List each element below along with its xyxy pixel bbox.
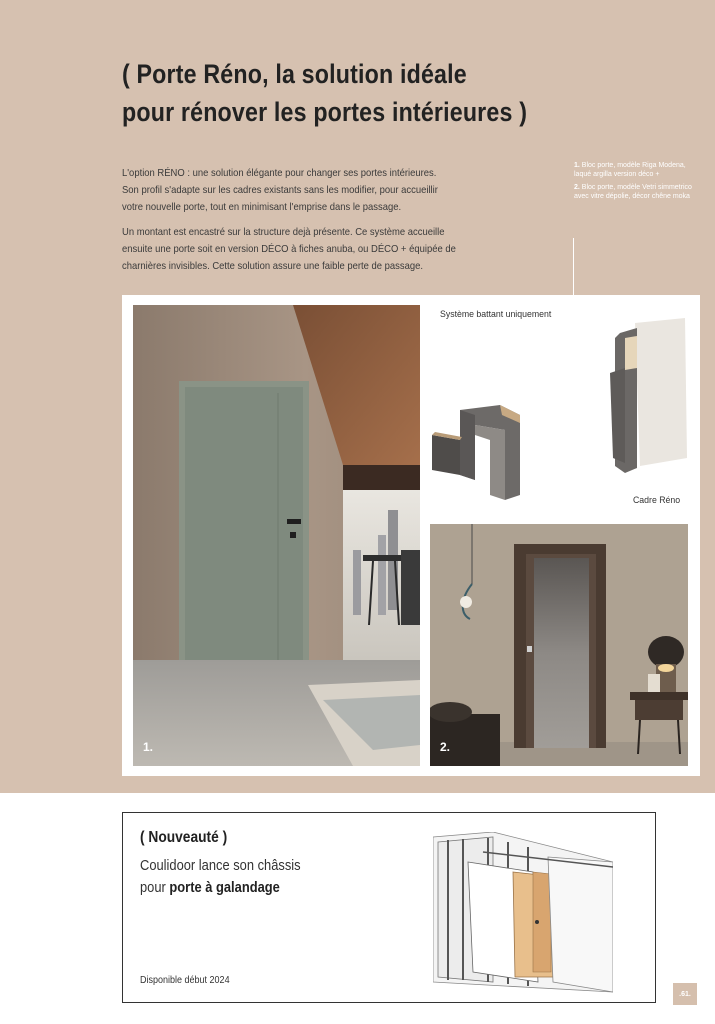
photo-2-number: 2. xyxy=(440,740,451,754)
nouveaute-line-2-prefix: pour xyxy=(140,879,170,896)
caption-1 xyxy=(574,161,704,179)
nouveaute-line-1: Coulidoor lance son châssis xyxy=(140,857,301,874)
title-line-2: pour rénover les portes intérieures ) xyxy=(122,97,528,127)
photo-captions xyxy=(574,161,704,205)
availability-text: Disponible début 2024 xyxy=(140,975,230,986)
intro-line: ensuite une porte soit en version DÉCO à fiches anuba, ou DÉCO + équipée de xyxy=(122,243,456,255)
title-line-1: ( Porte Réno, la solution idéale xyxy=(122,59,467,89)
intro-text xyxy=(122,165,464,283)
intro-paragraph-2 xyxy=(122,224,500,275)
galandage-diagram xyxy=(433,832,613,997)
frosted-door-room-image xyxy=(430,524,688,766)
caption-2 xyxy=(574,183,704,201)
nouveaute-title: ( Nouveauté ) xyxy=(140,829,228,846)
intro-line: votre nouvelle porte, tout en minimisant l'emprise dans le passage. xyxy=(122,201,402,213)
caption-2-text: Bloc porte, modèle Vetri simmetrico avec vitre dépolie, décor chêne moka xyxy=(574,184,692,200)
intro-line: L'option RÉNO : une solution élégante pour changer ses portes intérieures. xyxy=(122,167,437,179)
photo-frosted-door-room xyxy=(430,524,688,766)
caption-leader-line xyxy=(573,238,574,295)
frame-vertical-illustration xyxy=(605,318,690,473)
caption-1-text: Bloc porte, modèle Riga Modena, laqué argilla version déco + xyxy=(574,162,686,178)
intro-paragraph-1 xyxy=(122,165,500,216)
page-number: .61. xyxy=(673,983,697,1005)
frame-profile-vertical-image xyxy=(605,318,690,473)
caption-1-number: 1. xyxy=(574,162,580,169)
page-title xyxy=(122,55,526,131)
frame-profile-corner-image xyxy=(430,395,540,505)
photo-1-number: 1. xyxy=(143,740,154,754)
intro-line: charnières invisibles. Cette solution assure une faible perte de passage. xyxy=(122,260,424,272)
frame-corner-illustration xyxy=(430,395,540,505)
green-door-room-image xyxy=(133,305,420,766)
intro-line: Un montant est encastré sur la structure dejà présente. Ce système accueille xyxy=(122,226,445,238)
photo-green-door-room xyxy=(133,305,420,766)
nouveaute-text xyxy=(140,855,364,899)
galandage-frame-illustration xyxy=(433,832,613,997)
nouveaute-line-2-bold: porte à galandage xyxy=(169,879,280,896)
caption-2-number: 2. xyxy=(574,184,580,191)
systeme-battant-label: Système battant uniquement xyxy=(440,309,552,320)
cadre-reno-label: Cadre Réno xyxy=(633,495,681,506)
intro-line: Son profil s'adapte sur les cadres existants sans les modifier, pour accueillir xyxy=(122,184,438,196)
